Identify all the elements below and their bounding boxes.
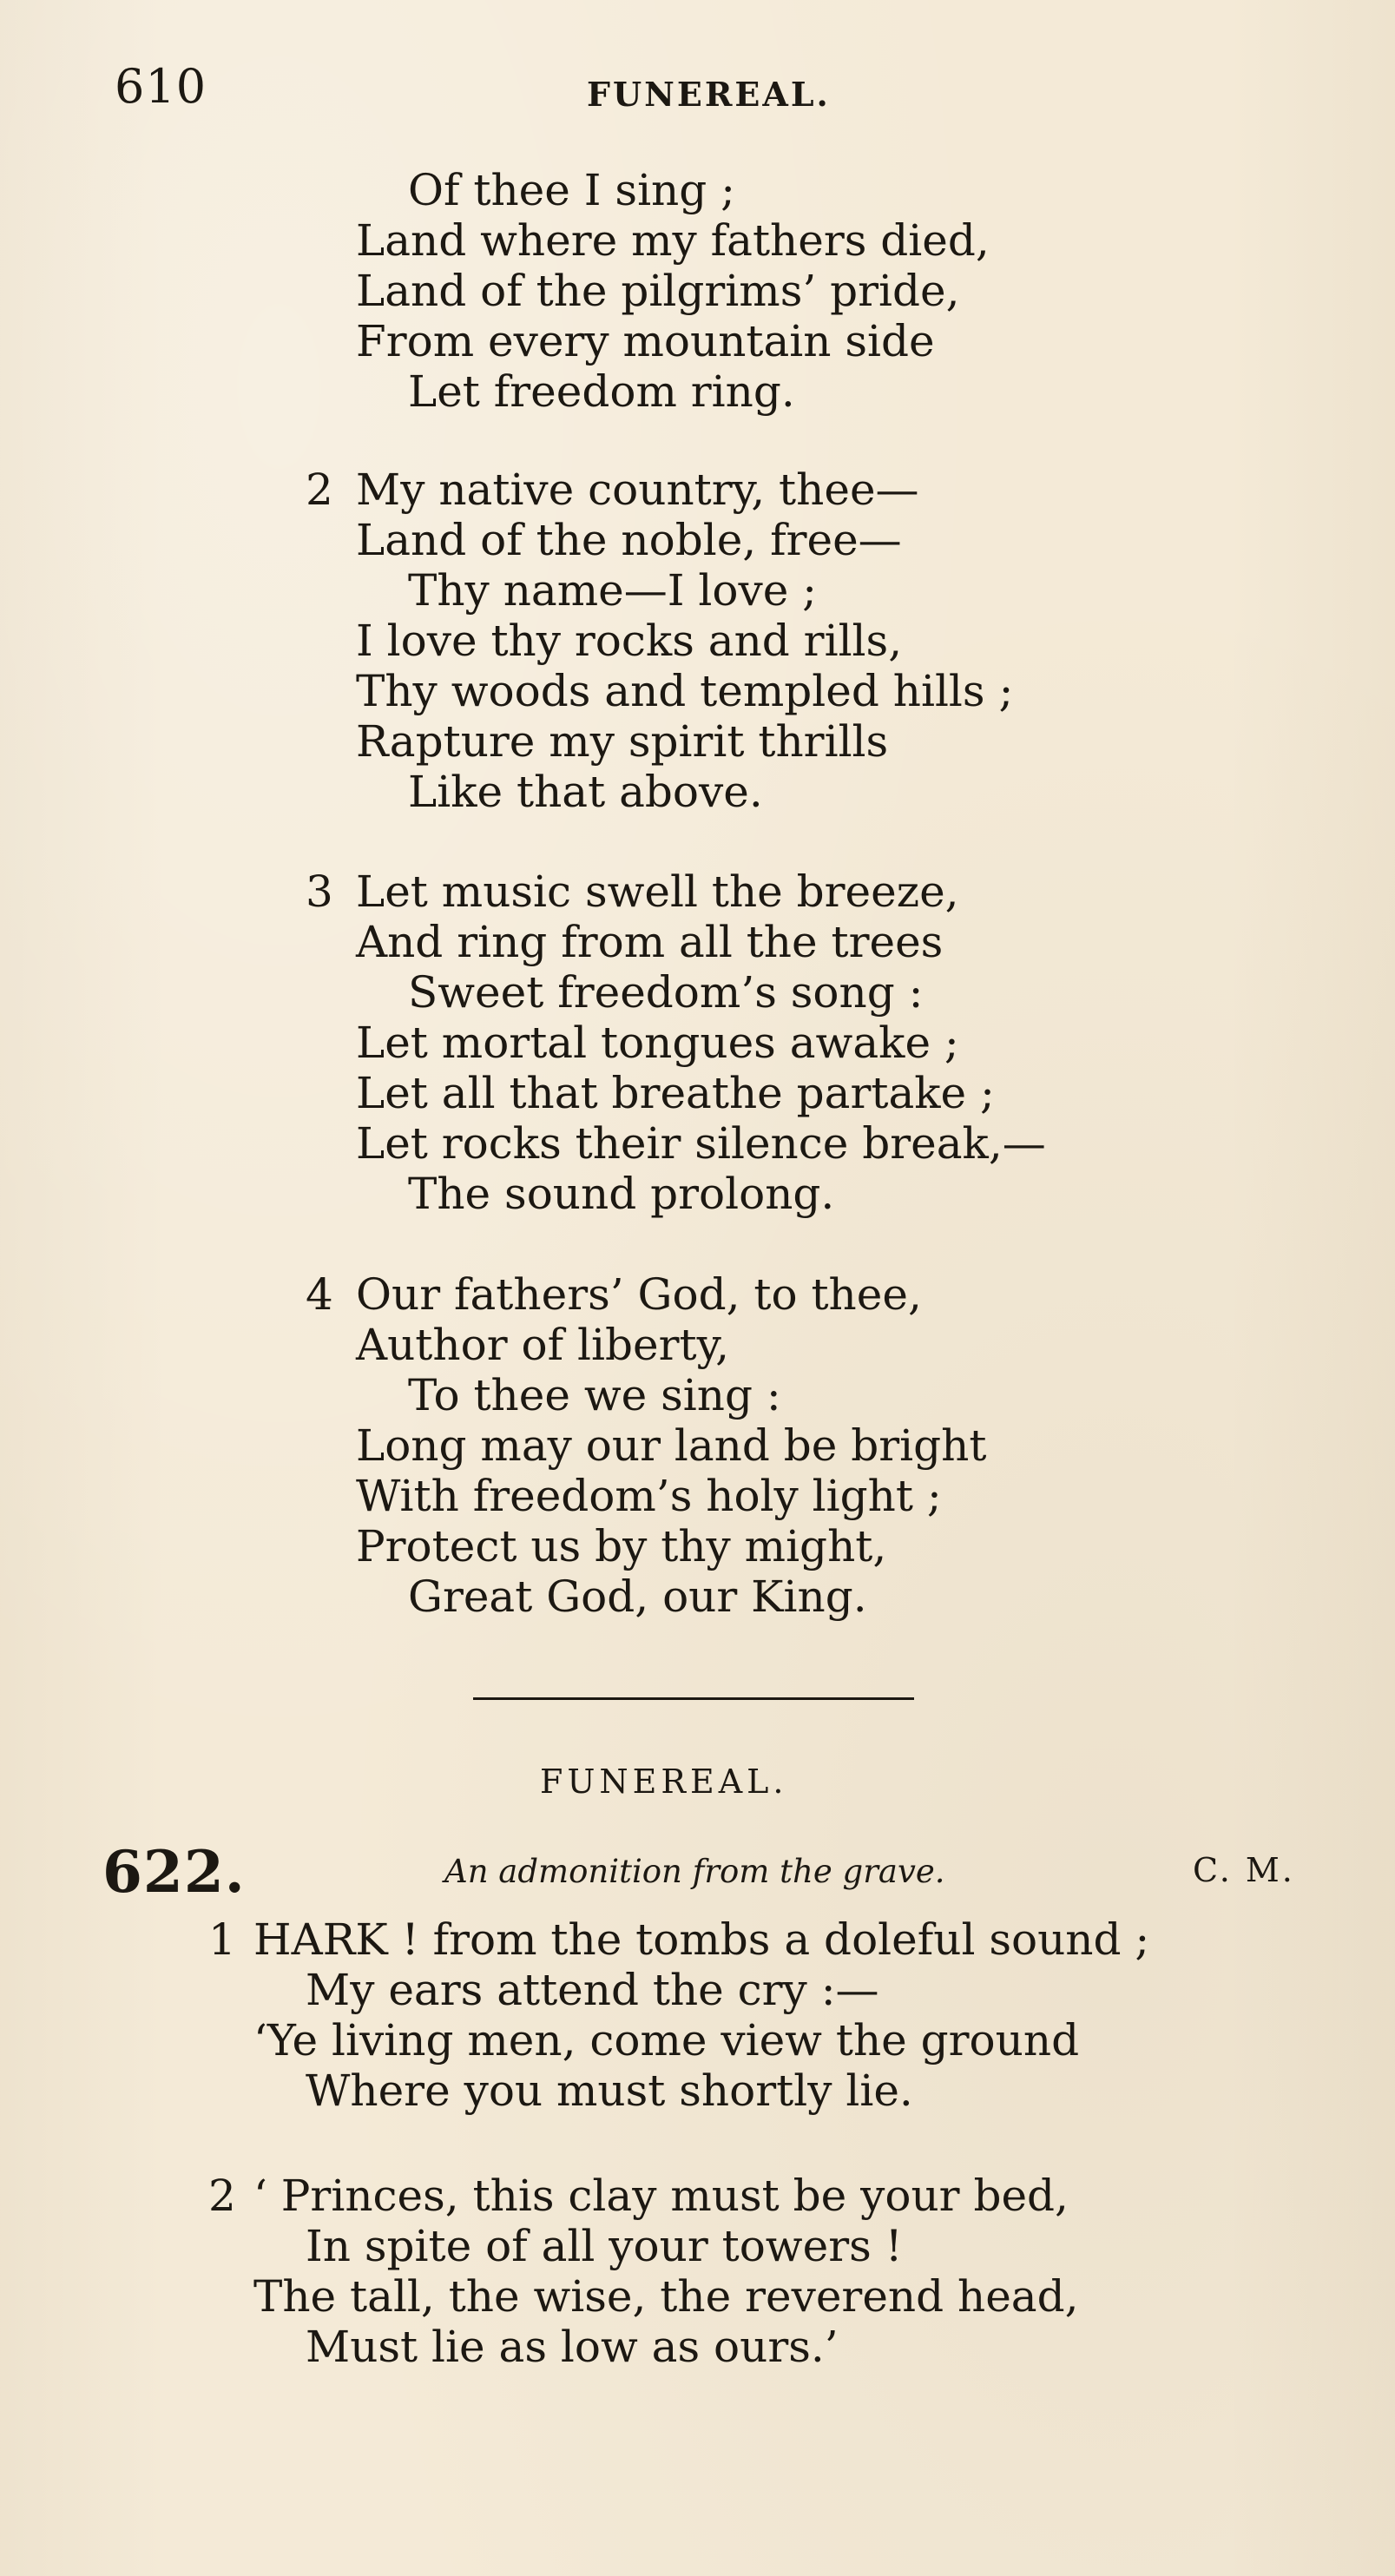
verse-line: Sweet freedom’s song : [408, 967, 924, 1018]
verse-line: The tall, the wise, the reverend head, [253, 2271, 1079, 2322]
verse-line: Let mortal tongues awake ; [356, 1018, 959, 1068]
verse-line: Protect us by thy might, [356, 1521, 887, 1571]
verse-line: My ears attend the cry :— [306, 1965, 879, 2015]
verse-line: My native country, thee— [356, 464, 919, 515]
verse-line: Land where my fathers died, [356, 215, 990, 266]
verse-line: Land of the noble, free— [356, 515, 902, 565]
stanza-number: 2 [306, 464, 333, 515]
verse-line: ‘ Princes, this clay must be your bed, [253, 2171, 1069, 2221]
verse-line: Let rocks their silence break,— [356, 1118, 1046, 1169]
verse-line: With freedom’s holy light ; [356, 1471, 942, 1521]
verse-line: Let all that breathe partake ; [356, 1068, 995, 1118]
stanza-4 [306, 1269, 1250, 1622]
stanza-number: 1 [208, 1914, 236, 1965]
verse-line: Author of liberty, [356, 1320, 730, 1370]
verse-line: And ring from all the trees [356, 917, 944, 967]
stanza-2 [306, 464, 1250, 817]
verse-line: Like that above. [408, 767, 763, 817]
verse-line: Of thee I sing ; [408, 165, 736, 215]
verse-line: Land of the pilgrims’ pride, [356, 266, 960, 316]
verse-line: Let music swell the breeze, [356, 866, 959, 917]
verse-line: Long may our land be bright [356, 1420, 987, 1471]
verse-line: Thy name—I love ; [408, 565, 818, 616]
verse-line: Must lie as low as ours.’ [306, 2322, 839, 2372]
stanza-number: 4 [306, 1269, 333, 1320]
verse-line: I love thy rocks and rills, [356, 616, 903, 666]
verse-line: Thy woods and templed hills ; [356, 666, 1014, 716]
verse-line: Great God, our King. [408, 1571, 867, 1622]
verse-line: From every mountain side [356, 316, 935, 366]
hymn-meter: C. M. [1193, 1851, 1295, 1889]
verse-line: In spite of all your towers ! [306, 2221, 903, 2271]
verse-line: The sound prolong. [408, 1169, 835, 1219]
page-number: 610 [115, 59, 207, 114]
section-divider [473, 1697, 914, 1700]
section-title: FUNEREAL. [540, 1762, 788, 1801]
hymn-stanza-2 [208, 2171, 1252, 2372]
verse-line: Let freedom ring. [408, 366, 795, 417]
stanza-3 [306, 866, 1250, 1219]
verse-line: Where you must shortly lie. [306, 2065, 913, 2116]
continued-verse [356, 165, 1250, 417]
hymn-caption: An admonition from the grave. [444, 1853, 945, 1890]
stanza-number: 2 [208, 2171, 236, 2221]
verse-line: Our fathers’ God, to thee, [356, 1269, 922, 1320]
verse-line: Rapture my spirit thrills [356, 716, 889, 767]
running-head: FUNEREAL. [587, 75, 831, 114]
hymn-number: 622. [102, 1838, 246, 1906]
verse-line: HARK ! from the tombs a doleful sound ; [253, 1914, 1150, 1965]
verse-line: To thee we sing : [408, 1370, 781, 1420]
verse-line: ‘Ye living men, come view the ground [253, 2015, 1080, 2065]
hymn-stanza-1 [208, 1914, 1252, 2116]
stanza-number: 3 [306, 866, 333, 917]
